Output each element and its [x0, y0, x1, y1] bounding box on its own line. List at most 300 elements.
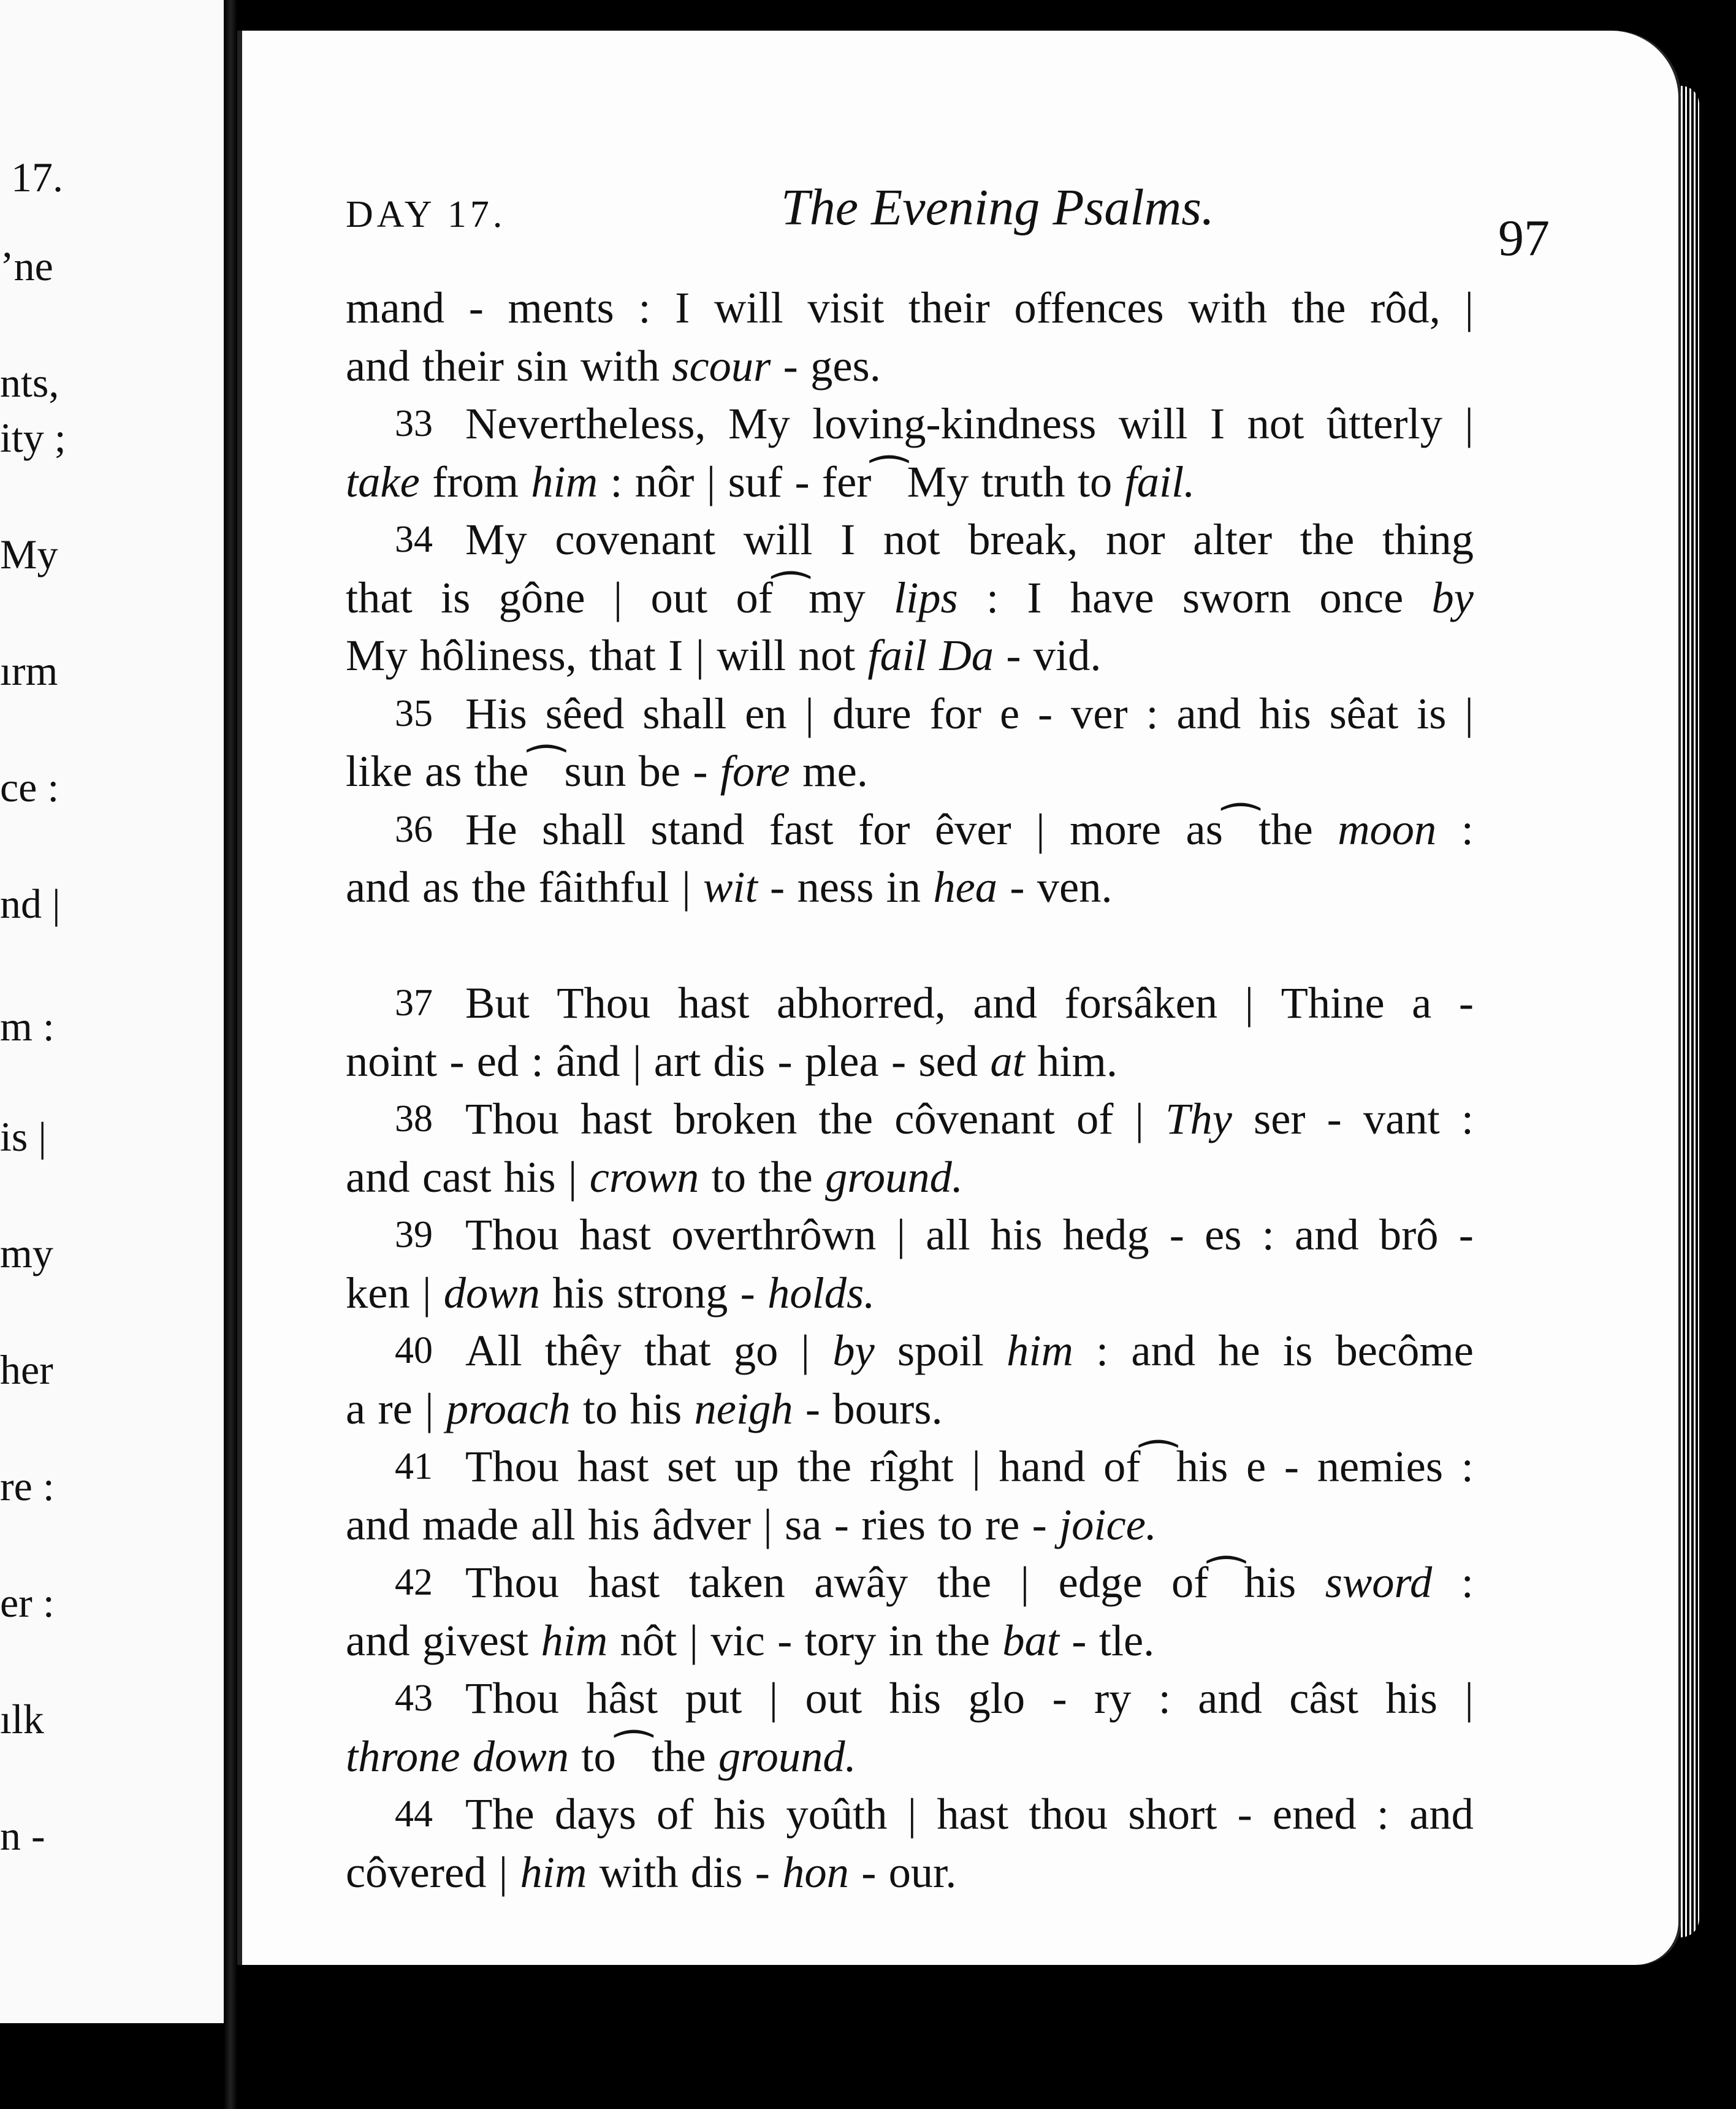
word: and — [346, 1615, 410, 1665]
verse — [346, 974, 1474, 1090]
word: offences — [1014, 283, 1164, 332]
word: - — [1006, 630, 1021, 680]
word: hast — [937, 1789, 1009, 1839]
word: : — [531, 1035, 544, 1086]
word: hast — [581, 1094, 652, 1143]
word: All — [465, 1325, 522, 1375]
word: throne — [346, 1731, 460, 1781]
word: bat — [1002, 1615, 1059, 1665]
word: | — [1020, 1557, 1030, 1607]
word: sêat — [1329, 688, 1399, 738]
word: and — [1409, 1789, 1474, 1839]
word: noint — [346, 1035, 438, 1086]
word: : — [1461, 804, 1474, 854]
verse-line — [346, 279, 1474, 337]
word: | — [422, 1267, 432, 1318]
word: - — [740, 1267, 755, 1318]
right-page — [237, 31, 1681, 1965]
word: to — [711, 1151, 746, 1202]
word: bours. — [832, 1383, 943, 1433]
verse-line — [346, 858, 1474, 917]
left-page-text-fragment: her — [0, 1346, 53, 1393]
word: - — [693, 746, 708, 796]
word: re — [984, 1499, 1020, 1549]
word: the — [471, 862, 527, 912]
word: plea — [804, 1035, 879, 1086]
word: by — [1431, 572, 1474, 622]
word: Da — [939, 630, 994, 680]
word: lips — [894, 572, 958, 622]
page-edges — [1681, 86, 1699, 1937]
word: strong — [617, 1267, 728, 1318]
left-page-text-fragment: is | — [0, 1113, 47, 1160]
word: with — [581, 340, 660, 391]
word: - — [861, 1847, 877, 1897]
word: with — [1188, 283, 1268, 332]
word: out — [805, 1673, 862, 1723]
word: ries — [861, 1499, 926, 1549]
word: his — [889, 1673, 942, 1723]
word: glo — [968, 1673, 1026, 1723]
word: the — [818, 1094, 874, 1143]
word: and — [346, 1499, 410, 1549]
word: | — [498, 1847, 508, 1897]
word: dis — [690, 1847, 743, 1897]
word: abhorred, — [777, 978, 946, 1028]
word: ry — [1094, 1673, 1132, 1723]
verse-line — [346, 1206, 1474, 1264]
word: up — [734, 1441, 779, 1491]
word: broken — [674, 1094, 798, 1143]
word: - — [777, 1615, 793, 1665]
word: - — [1327, 1094, 1342, 1143]
left-page-text-fragment: n - — [0, 1812, 45, 1859]
word: - — [755, 1847, 770, 1897]
word: - — [468, 283, 484, 332]
verse-number: 37 — [395, 982, 433, 1024]
word: Thou — [465, 1441, 560, 1491]
word: a — [346, 1383, 366, 1433]
word: nôr — [634, 456, 695, 506]
word: - — [794, 456, 810, 506]
word: tle. — [1098, 1615, 1155, 1665]
verse — [346, 395, 1474, 511]
word: of — [1076, 1094, 1114, 1143]
word: once — [1319, 572, 1404, 622]
word: ând — [555, 1035, 620, 1086]
word: shall — [642, 688, 727, 738]
left-page-text-fragment: ce : — [0, 764, 59, 810]
word: mand — [346, 283, 445, 332]
word: re — [378, 1383, 413, 1433]
word: the — [758, 1151, 813, 1202]
word: from — [432, 456, 519, 506]
word: vant — [1363, 1094, 1440, 1143]
verse — [346, 511, 1474, 685]
word: Thou — [465, 1557, 560, 1607]
word: not — [798, 630, 856, 680]
word: days — [554, 1789, 636, 1839]
word: My — [465, 514, 527, 564]
word: to — [582, 1383, 618, 1433]
word: set — [667, 1441, 717, 1491]
word: me. — [802, 746, 868, 796]
word: hast — [588, 1557, 660, 1607]
word: and — [346, 862, 410, 912]
word: joice. — [1059, 1499, 1157, 1549]
word: - — [1458, 978, 1474, 1028]
word: ed — [476, 1035, 519, 1086]
left-page-text-fragment: ity ; — [0, 414, 66, 461]
word: sin — [516, 340, 568, 391]
word: - — [449, 1035, 465, 1086]
word: côvenant — [894, 1094, 1055, 1143]
word: of⁀my — [736, 572, 866, 622]
word: - — [1458, 1210, 1474, 1259]
psalm-text — [346, 279, 1474, 1901]
word: hand — [999, 1441, 1086, 1491]
verse-line — [346, 801, 1474, 859]
word: ges. — [810, 340, 881, 391]
word: : — [638, 283, 651, 332]
word: suf — [728, 456, 783, 506]
word: a — [1412, 978, 1432, 1028]
word: e — [1246, 1441, 1266, 1491]
verse — [346, 279, 1474, 395]
word: fer⁀My — [821, 456, 969, 506]
word: | — [1464, 399, 1474, 448]
verse-line — [346, 337, 1474, 395]
word: hast — [579, 1210, 652, 1259]
word: edge — [1058, 1557, 1143, 1607]
verse-line — [346, 1728, 1474, 1786]
word: | — [568, 1151, 577, 1202]
word: : — [1461, 1094, 1474, 1143]
word: Thou — [465, 1094, 560, 1143]
word: hôliness, — [420, 630, 577, 680]
word: | — [1464, 283, 1474, 332]
verse-line — [346, 1554, 1474, 1612]
word: - — [783, 340, 798, 391]
word: down — [443, 1267, 540, 1318]
word: him — [1007, 1325, 1073, 1375]
word: made — [422, 1499, 519, 1549]
verse-number: 40 — [395, 1330, 433, 1371]
word: their — [422, 340, 504, 391]
word: : — [1262, 1210, 1274, 1259]
word: him — [531, 456, 598, 506]
word: at — [990, 1035, 1025, 1086]
word: forsâken — [1064, 978, 1218, 1028]
word: ser — [1253, 1094, 1306, 1143]
verse-line — [346, 1496, 1474, 1554]
word: rîght — [869, 1441, 954, 1491]
word: with — [599, 1847, 679, 1897]
word: : — [986, 572, 999, 622]
word: is — [440, 572, 471, 622]
word: as — [422, 862, 460, 912]
word: fast — [769, 804, 834, 854]
word: break, — [968, 514, 1078, 564]
word: covenant — [555, 514, 716, 564]
verse-line — [346, 395, 1474, 453]
word: My — [346, 630, 408, 680]
verse — [346, 801, 1474, 917]
word: will — [1118, 399, 1188, 448]
word: nor — [1106, 514, 1165, 564]
verse-line — [346, 1032, 1474, 1091]
word: thou — [1029, 1789, 1108, 1839]
word: His — [465, 688, 527, 738]
word: | — [706, 456, 716, 506]
word: the — [797, 1441, 852, 1491]
word: of⁀his — [1103, 1441, 1228, 1491]
word: more — [1070, 804, 1162, 854]
verse-number: 35 — [395, 692, 433, 734]
verse-line — [346, 685, 1474, 743]
word: rôd, — [1370, 283, 1441, 332]
verse-number: 41 — [395, 1446, 433, 1487]
day-label: DAY 17. — [346, 194, 506, 235]
word: the — [1291, 283, 1346, 332]
word: that — [346, 572, 413, 622]
word: givest — [422, 1615, 529, 1665]
verse-number: 33 — [395, 403, 433, 444]
word: I — [675, 283, 690, 332]
verse-line — [346, 1090, 1474, 1148]
word: taken — [688, 1557, 785, 1607]
verse-number: 42 — [395, 1562, 433, 1603]
word: his — [1259, 688, 1311, 738]
word: - — [1010, 862, 1025, 912]
left-page-text-fragment: 17. — [11, 154, 63, 200]
word: sword — [1325, 1557, 1433, 1607]
left-page-text-fragment: ’ne — [0, 243, 53, 289]
word: scour — [672, 340, 771, 391]
word: | — [682, 862, 691, 912]
word: : — [1461, 1557, 1474, 1607]
word: es — [1205, 1210, 1242, 1259]
verse — [346, 1785, 1474, 1901]
word: him — [520, 1847, 587, 1897]
verse-line — [346, 1322, 1474, 1380]
word: cast — [422, 1151, 492, 1202]
word: the⁀sun — [474, 746, 626, 796]
verse-line — [346, 1380, 1474, 1438]
word: will — [743, 514, 813, 564]
verse-number: 36 — [395, 808, 433, 850]
verse-number: 34 — [395, 519, 433, 560]
word: to — [1077, 456, 1113, 506]
word: - — [1052, 1673, 1067, 1723]
left-page-text-fragment: nd | — [0, 880, 61, 927]
verse-line — [346, 511, 1474, 569]
word: âdver — [652, 1499, 751, 1549]
word: Thou — [465, 1210, 560, 1259]
book-gutter — [224, 0, 237, 2109]
word: the — [1300, 514, 1355, 564]
word: : — [1376, 1789, 1390, 1839]
word: sworn — [1182, 572, 1292, 622]
word: ness — [797, 862, 874, 912]
word: visit — [807, 283, 885, 332]
word: - — [770, 862, 785, 912]
word: is — [1282, 1325, 1313, 1375]
word: thing — [1382, 514, 1474, 564]
left-page-fragment — [0, 0, 224, 2023]
verse-number: 38 — [395, 1098, 433, 1140]
verse-line — [346, 627, 1474, 685]
word: will — [714, 283, 783, 332]
word: shall — [541, 804, 626, 854]
page-number: 97 — [1498, 210, 1550, 267]
word: spoil — [897, 1325, 984, 1375]
word: | — [632, 1035, 642, 1086]
word: | — [972, 1441, 981, 1491]
word: for — [929, 688, 982, 738]
word: wit — [703, 862, 758, 912]
word: êver — [934, 804, 1011, 854]
word: | — [1036, 804, 1045, 854]
verse — [346, 1322, 1474, 1438]
verse-line — [346, 1264, 1474, 1322]
word: proach — [446, 1383, 571, 1433]
word: | — [801, 1325, 810, 1375]
word: becôme — [1335, 1325, 1474, 1375]
word: overthrôwn — [671, 1210, 877, 1259]
left-page-text-fragment: nts, — [0, 359, 59, 406]
word: ven. — [1037, 862, 1113, 912]
word: take — [346, 456, 420, 506]
word: fail. — [1124, 456, 1195, 506]
verse — [346, 1554, 1474, 1669]
word: Thou — [465, 1673, 560, 1723]
word: and — [1295, 1210, 1359, 1259]
word: truth — [981, 456, 1065, 506]
word: | — [1244, 978, 1254, 1028]
word: dis — [713, 1035, 766, 1086]
word: hast — [577, 1441, 649, 1491]
word: that — [644, 1325, 711, 1375]
verse-line — [346, 1438, 1474, 1496]
verse-line — [346, 974, 1474, 1032]
word: - — [1237, 1789, 1252, 1839]
word: | — [769, 1673, 779, 1723]
left-page-text-fragment: ılk — [0, 1696, 44, 1742]
left-page-text-fragment: ırm — [0, 647, 58, 694]
word: in — [888, 1615, 924, 1665]
word: out — [650, 572, 708, 622]
word: | — [896, 1210, 906, 1259]
word: | — [613, 572, 623, 622]
word: My — [728, 399, 790, 448]
word: | — [1135, 1094, 1144, 1143]
word: like — [346, 746, 413, 796]
word: en — [745, 688, 787, 738]
word: is — [1417, 688, 1447, 738]
word: his — [714, 1789, 766, 1839]
word: | — [695, 630, 705, 680]
word: ver — [1071, 688, 1128, 738]
spine-shadow — [237, 31, 242, 1965]
word: But — [465, 978, 530, 1028]
verse-line — [346, 1785, 1474, 1844]
word: hast — [677, 978, 750, 1028]
word: him — [541, 1615, 608, 1665]
word: their — [908, 283, 990, 332]
verse-line — [346, 1148, 1474, 1207]
word: ken — [346, 1267, 410, 1318]
word: have — [1070, 572, 1154, 622]
word: as⁀the — [1186, 804, 1313, 854]
word: of — [656, 1789, 694, 1839]
verse-number: 39 — [395, 1214, 433, 1256]
word: all — [531, 1499, 576, 1549]
running-head — [346, 172, 1713, 267]
word: and — [1198, 1673, 1262, 1723]
word: : — [1461, 1441, 1474, 1491]
word: I — [1027, 572, 1042, 622]
word: ground. — [825, 1151, 964, 1202]
word: will — [717, 630, 786, 680]
word: his — [630, 1383, 682, 1433]
word: tory — [804, 1615, 877, 1665]
word: ments — [508, 283, 614, 332]
verse — [346, 1438, 1474, 1554]
verse-line — [346, 1844, 1474, 1902]
verse-line — [346, 742, 1474, 801]
left-page-text-fragment: my — [0, 1230, 53, 1276]
word: - — [1169, 1210, 1184, 1259]
word: | — [425, 1383, 434, 1433]
word: Thy — [1165, 1094, 1232, 1143]
word: The — [465, 1789, 535, 1839]
word: as — [425, 746, 462, 796]
word: down — [472, 1731, 569, 1781]
word: | — [1464, 1673, 1474, 1723]
word: his — [990, 1210, 1043, 1259]
word: I — [1210, 399, 1225, 448]
verse — [346, 1090, 1474, 1206]
word: : — [1096, 1325, 1109, 1375]
word: He — [465, 804, 517, 854]
verse — [346, 685, 1474, 801]
word: our. — [888, 1847, 957, 1897]
word: - — [1038, 688, 1053, 738]
word: Thou — [557, 978, 651, 1028]
word: : — [1146, 688, 1159, 738]
word: I — [840, 514, 856, 564]
word: - — [1072, 1615, 1087, 1665]
word: vic — [710, 1615, 765, 1665]
word: fore — [720, 746, 790, 796]
word: put — [685, 1673, 742, 1723]
word: câst — [1289, 1673, 1359, 1723]
word: ground. — [718, 1731, 856, 1781]
word: he — [1218, 1325, 1260, 1375]
verse — [346, 1206, 1474, 1322]
word: | — [763, 1499, 772, 1549]
word: nôt — [620, 1615, 677, 1665]
word: fail — [867, 630, 927, 680]
word: and — [346, 1151, 410, 1202]
word: dure — [832, 688, 912, 738]
word: him. — [1037, 1035, 1117, 1086]
word: sêed — [545, 688, 625, 738]
word: vid. — [1033, 630, 1102, 680]
word: - — [891, 1035, 907, 1086]
word: Thine — [1281, 978, 1385, 1028]
